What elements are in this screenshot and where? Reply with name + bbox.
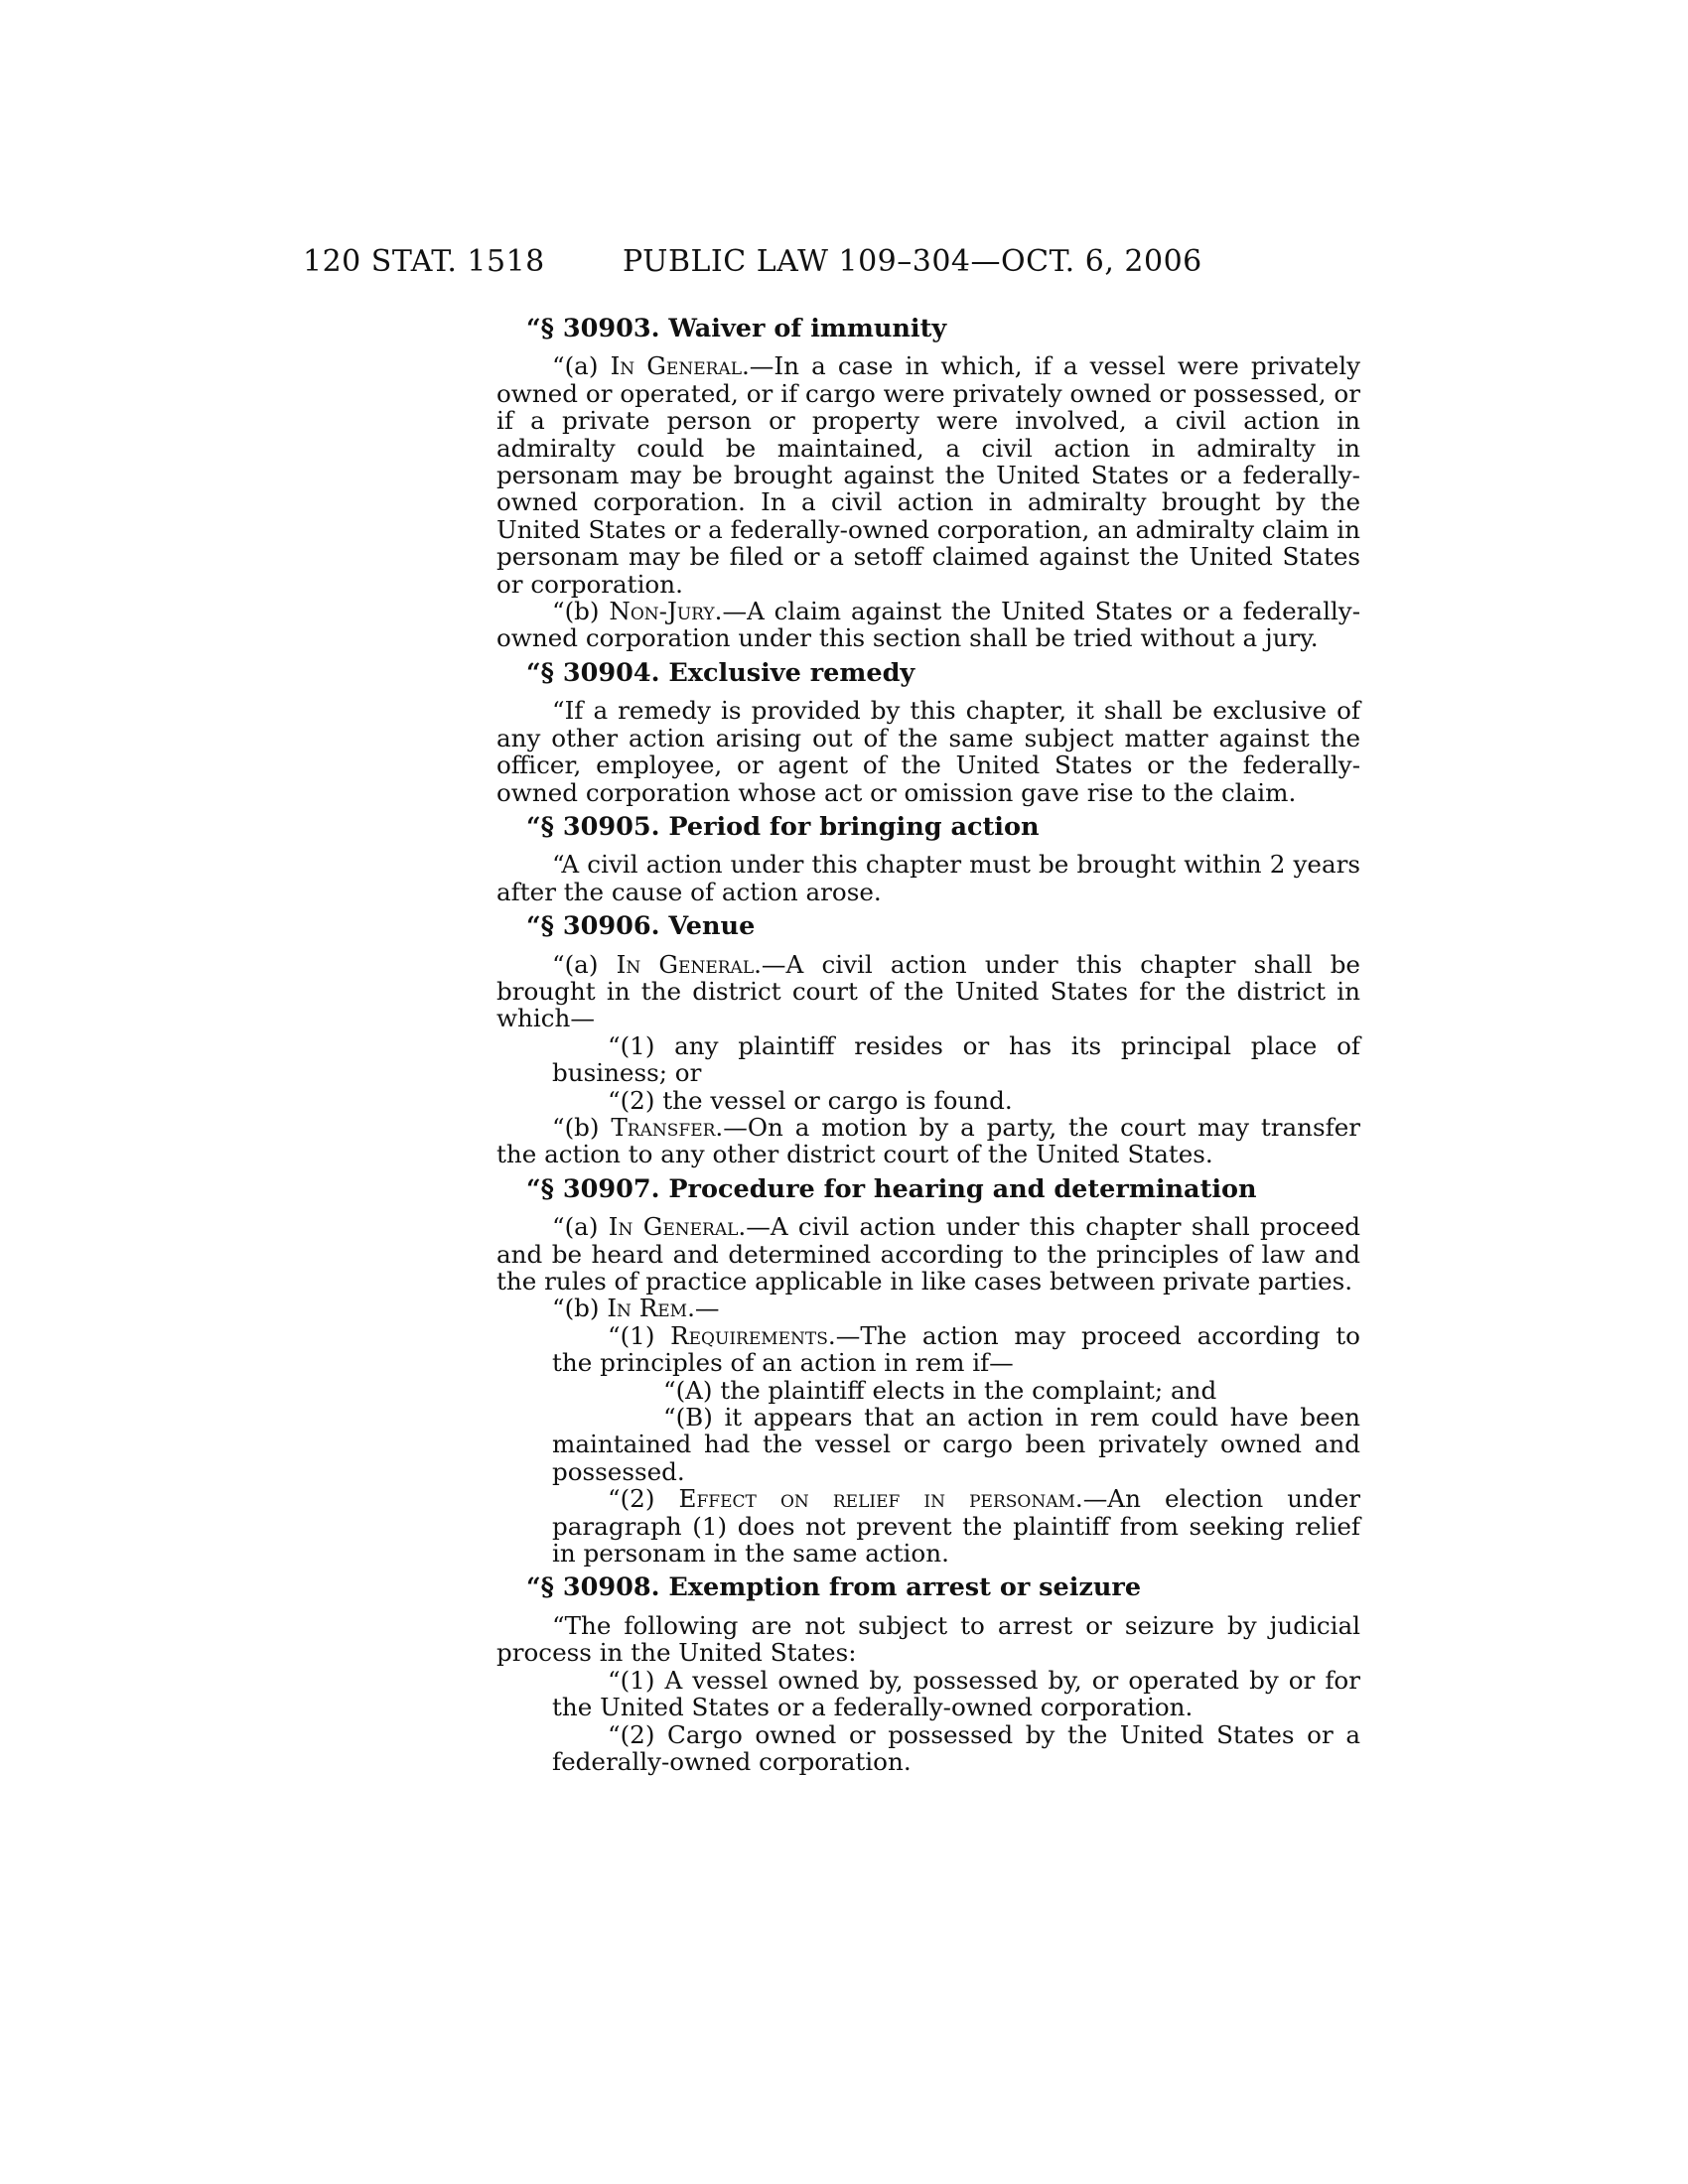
subsection-b	[496, 1114, 1360, 1168]
paragraph-2: “(2) Cargo owned or possessed by the United States or a federally-owned corporation.	[552, 1719, 1360, 1776]
subsection-caption: Non-Jury	[609, 597, 715, 626]
paragraph-caption: Requirements	[670, 1320, 828, 1350]
subsection-a	[496, 1213, 1360, 1295]
paragraph-text: .—A civil action under this chapter shall proceed and be heard and determined according to the principles of law and the rules of practice applicable in like cases between private parties.	[496, 1212, 1360, 1296]
paragraph-prefix: “(a)	[552, 351, 611, 381]
paragraph-1: “(1) any plaintiff resides or has its principal place of business; or	[552, 1030, 1360, 1088]
paragraph-prefix: “(a)	[552, 1212, 609, 1242]
paragraph-prefix: “(2)	[608, 1484, 679, 1514]
section-30908	[496, 1574, 1360, 1775]
subparagraph-a: “(A) the plaintiff elects in the complaint; and	[663, 1375, 1217, 1405]
section-heading: “§ 30903. Waiver of immunity	[526, 314, 947, 343]
paragraph-1	[552, 1322, 1360, 1377]
paragraph-prefix: “(1)	[608, 1320, 671, 1350]
section-heading: “§ 30905. Period for bringing action	[526, 811, 1040, 842]
subsection-caption: In General	[616, 949, 755, 979]
section-text: “A civil action under this chapter must be brought within 2 years after the cause of action arose.	[496, 850, 1360, 906]
section-text: “The following are not subject to arrest or seizure by judicial process in the United States:	[496, 1610, 1360, 1668]
paragraph-text: .—On a motion by a party, the court may transfer the action to any other district court of the United States.	[496, 1112, 1361, 1169]
paragraph-text: .—A claim against the United States or a federally-owned corporation under this section shall be tried without a jury.	[496, 597, 1361, 653]
paragraph-prefix: “(b)	[552, 1294, 608, 1323]
paragraph-text: .—An election under paragraph (1) does not prevent the plaintiff from seeking relief in personam in the same action.	[552, 1484, 1360, 1569]
subsection-b	[496, 598, 1360, 652]
document-body	[496, 316, 1360, 1783]
paragraph-2	[552, 1485, 1360, 1567]
paragraph-text: .—A civil action under this chapter shall be brought in the district court of the United States for the district in which—	[496, 949, 1360, 1033]
paragraph-prefix: “(a)	[552, 949, 617, 979]
section-heading: “§ 30906. Venue	[526, 911, 756, 942]
paragraph-text: .—The action may proceed according to the principles of an action in rem if—	[552, 1320, 1360, 1378]
section-heading: “§ 30907. Procedure for hearing and determination	[526, 1173, 1257, 1204]
paragraph-prefix: “(b)	[552, 597, 610, 626]
subsection-a	[496, 951, 1360, 1032]
paragraph-text: .—	[687, 1294, 720, 1323]
paragraph-prefix: “(b)	[552, 1112, 612, 1142]
section-text: “If a remedy is provided by this chapter, it shall be exclusive of any other action arising out of the same subject matter against the officer, employee, or agent of the United States or the federally-owned corporation whose act or omission gave rise to the claim.	[496, 696, 1360, 807]
subparagraph-b: “(B) it appears that an action in rem could have been maintained had the vessel or cargo been privately owned and possessed.	[552, 1403, 1360, 1486]
paragraph-caption: Effect on relief in personam	[678, 1484, 1075, 1514]
stat-page-number: 120 STAT. 1518	[303, 244, 545, 279]
subsection-caption: Transfer	[611, 1112, 716, 1142]
public-law-date: PUBLIC LAW 109–304—OCT. 6, 2006	[623, 244, 1202, 279]
section-30904	[496, 657, 1360, 807]
section-30906	[496, 913, 1360, 1168]
paragraph-text: .—In a case in which, if a vessel were privately owned or operated, or if cargo were privately owned or possessed, or if a private person or property were involved, a civil action in admiralty could be maintained, a civil action in admiralty in personam may be brought against the United States or a federally-owned corporation. In a civil action in admiralty brought by the United States or a federally-owned corporation, an admiralty claim in personam may be filed or a setoff claimed against the United States or corporation.	[496, 351, 1360, 599]
section-30907	[496, 1173, 1360, 1569]
subsection-caption: In General	[610, 351, 742, 381]
subsection-b	[496, 1295, 1360, 1321]
paragraph-1: “(1) A vessel owned by, possessed by, or operated by or for the United States or a federally-owned corporation.	[552, 1665, 1360, 1722]
section-30903	[496, 316, 1360, 652]
subsection-a	[496, 352, 1360, 598]
subsection-caption: In General	[608, 1212, 739, 1242]
section-30905	[496, 811, 1360, 906]
section-heading: “§ 30908. Exemption from arrest or seizure	[526, 1572, 1142, 1603]
paragraph-2: “(2) the vessel or cargo is found.	[608, 1085, 1013, 1115]
subsection-caption: In Rem	[607, 1294, 688, 1323]
section-heading: “§ 30904. Exclusive remedy	[526, 657, 915, 688]
